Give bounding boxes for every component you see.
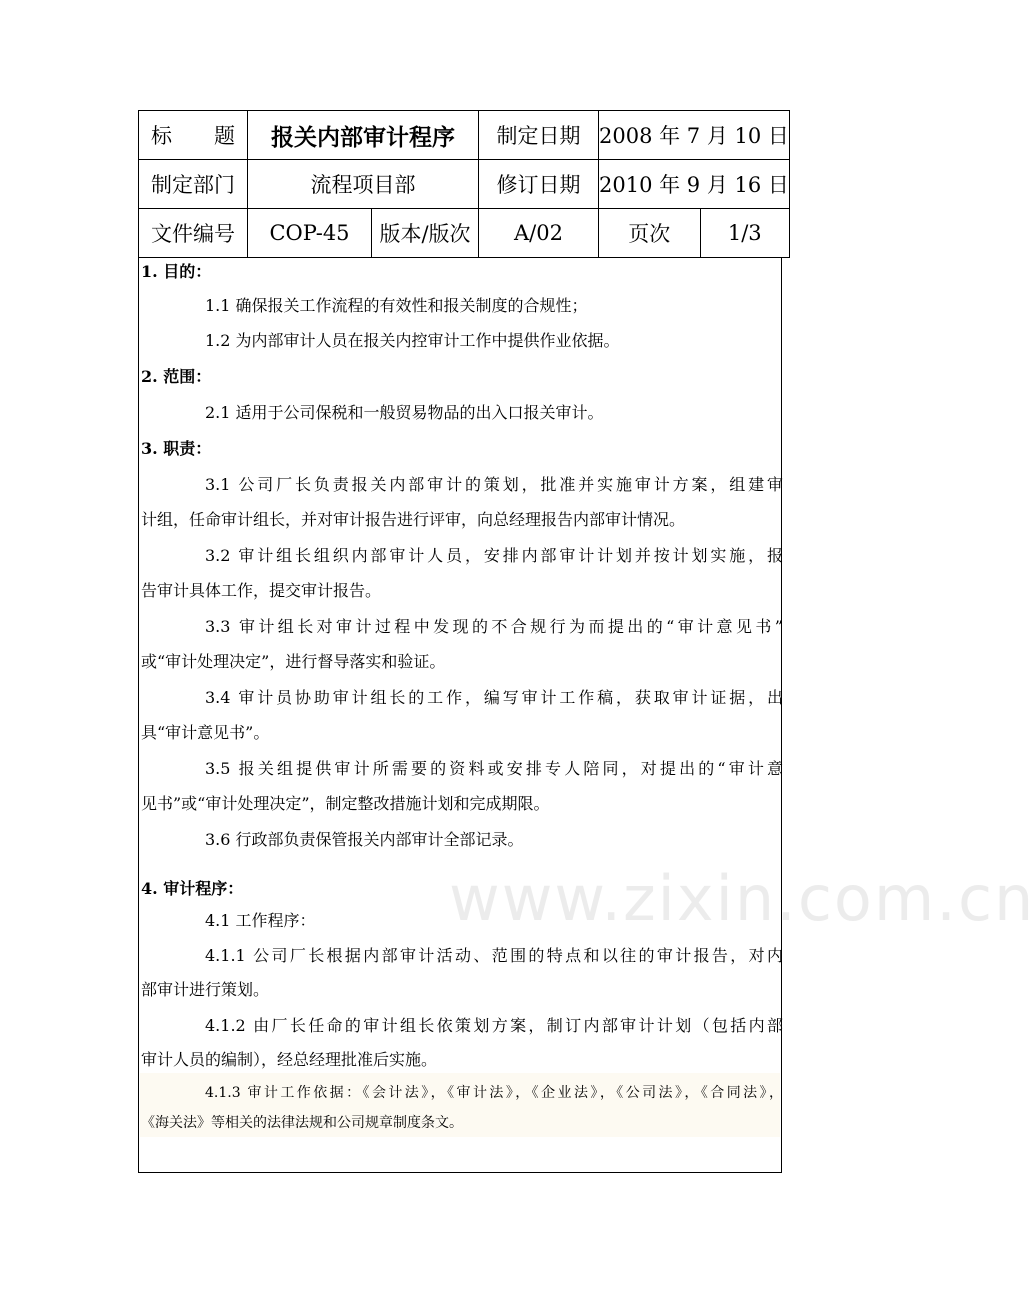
watermark: www.zixin.com.cn [449,862,1035,935]
paragraph-4-1-2-line2: 审计人员的编制），经总经理批准后实施。 [141,1050,438,1069]
version-label: 版本/版次 [372,209,479,258]
section-2-heading: 2. 范围： [141,367,212,386]
date-revised-value: 2010 年 9 月 16 日 [599,160,790,209]
dept-value: 流程项目部 [248,160,479,209]
paragraph-4-1-2-line1: 4.1.2 由厂长任命的审计组长依策划方案，制订内部审计计划（包括内部 [205,1016,783,1035]
dept-label: 制定部门 [139,160,248,209]
paragraph-3-2-line1: 3.2 审计组长组织内部审计人员，安排内部审计计划并按计划实施，报 [205,546,783,565]
paragraph-3-5-line2: 见书”或“审计处理决定”，制定整改措施计划和完成期限。 [141,794,550,813]
header-table [138,110,790,258]
paragraph-4-1: 4.1 工作程序： [205,911,316,930]
doc-no-label: 文件编号 [139,209,248,258]
paragraph-3-4-line1: 3.4 审计员协助审计组长的工作，编写审计工作稿，获取审计证据，出 [205,688,783,707]
date-made-label: 制定日期 [479,111,599,160]
page-label: 页次 [599,209,701,258]
paragraph-3-2-line2: 告审计具体工作，提交审计报告。 [141,581,382,600]
section-4-heading: 4. 审计程序： [141,879,244,898]
paragraph-1-2: 1.2 为内部审计人员在报关内控审计工作中提供作业依据。 [205,331,620,350]
paragraph-4-1-1-line1: 4.1.1 公司厂长根据内部审计活动、范围的特点和以往的审计报告，对内 [205,946,783,965]
version-value: A/02 [479,209,599,258]
paragraph-1-1: 1.1 确保报关工作流程的有效性和报关制度的合规性； [205,296,588,315]
paragraph-3-6: 3.6 行政部负责保管报关内部审计全部记录。 [205,830,524,849]
paragraph-4-1-3-line1: 4.1.3 审计工作依据：《会计法》，《审计法》，《企业法》，《公司法》，《合同法》， [205,1085,783,1101]
doc-no-value: COP-45 [248,209,372,258]
paragraph-3-3-line1: 3.3 审计组长对审计过程中发现的不合规行为而提出的“审计意见书” [205,617,783,636]
paragraph-2-1: 2.1 适用于公司保税和一般贸易物品的出入口报关审计。 [205,403,604,422]
date-made-value: 2008 年 7 月 10 日 [599,111,790,160]
section-3-heading: 3. 职责： [141,439,212,458]
paragraph-3-5-line1: 3.5 报关组提供审计所需要的资料或安排专人陪同，对提出的“审计意 [205,759,783,778]
paragraph-3-3-line2: 或“审计处理决定”，进行督导落实和验证。 [141,652,446,671]
document-title: 报关内部审计程序 [248,111,479,160]
title-label: 标 题 [139,111,248,160]
paragraph-3-1-line2: 计组，任命审计组长，并对审计报告进行评审，向总经理报告内部审计情况。 [141,510,686,529]
paragraph-3-1-line1: 3.1 公司厂长负责报关内部审计的策划，批准并实施审计方案，组建审 [205,475,783,494]
paragraph-4-1-3-line2: 《海关法》等相关的法律法规和公司规章制度条文。 [141,1115,463,1131]
section-1-heading: 1. 目的： [141,262,212,281]
paragraph-4-1-1-line2: 部审计进行策划。 [141,980,270,999]
date-revised-label: 修订日期 [479,160,599,209]
paragraph-3-4-line2: 具“审计意见书”。 [141,723,270,742]
document-body [138,257,1035,1173]
page-value: 1/3 [700,209,789,258]
